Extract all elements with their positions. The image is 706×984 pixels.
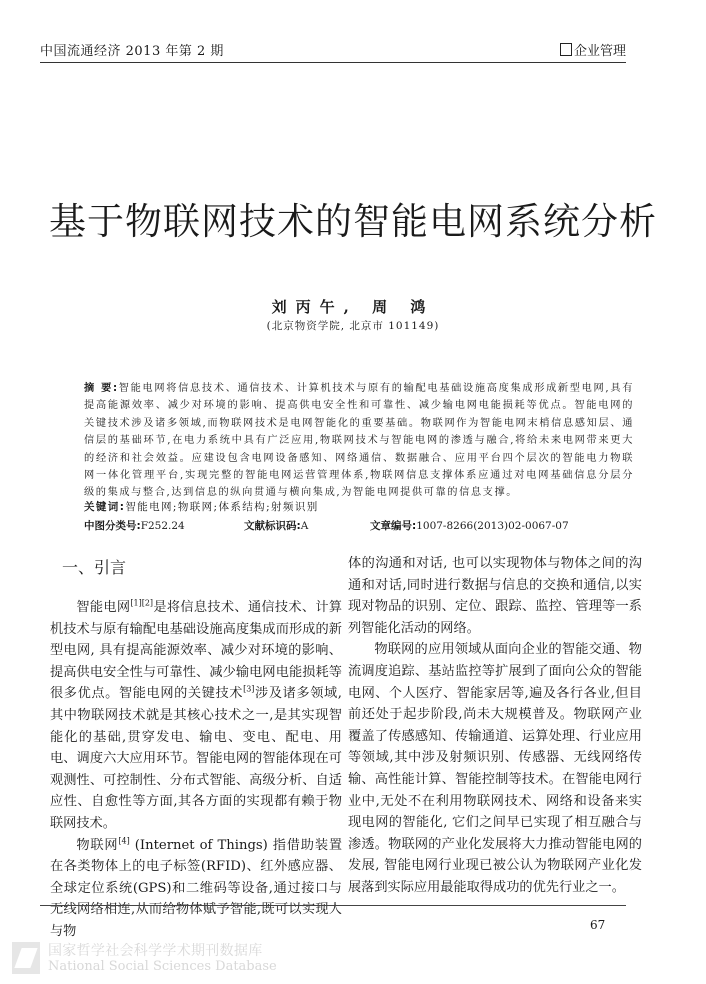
- body-column-left: [50, 597, 342, 943]
- document-code: [244, 518, 308, 533]
- database-logo-icon: [12, 942, 40, 974]
- footer-rule: [40, 905, 626, 906]
- paragraph: 物联网的应用领域从面向企业的智能交通、物流调度追踪、基站监控等扩展到了面向公众的智能电网、个人医疗、智能家居等,遍及各行各业,但目前还处于起步阶段,尚未大规模普及。物联网产业覆盖了传感感知、传输通道、运算处理、行业应用等领域,其中涉及射频识别、传感器、无线网络传输、高性能计算、智能控制等技术。在智能电网行业中,无处不在利用物联网技术、网络和设备来实现电网的智能化, 它们之间早已实现了相互融合与渗透。物联网的产业化发展将大力推动智能电网的发展, 智能电网行业现已被公认为物联网产业化发展落到实际应用最能取得成功的优先行业之一。: [348, 642, 642, 895]
- keywords-label: 关键词:: [84, 501, 126, 513]
- square-box-icon: [560, 43, 572, 56]
- citation: [4]: [118, 836, 130, 846]
- clc-number: [84, 518, 185, 533]
- citation: [3]: [243, 684, 255, 694]
- header-rule: [40, 62, 626, 63]
- keywords-value: 智能电网;物联网;体系结构;射频识别: [125, 501, 319, 513]
- doc-code-label: 文献标识码:: [244, 520, 301, 532]
- text: (Internet of Things) 指借助装置在各类物体上的电子标签(RFID)、红外感应器、全球定位系统(GPS)和二维码等设备,通过接口与无线网络相连,从而给物体赋予智能,既可以实现人与物: [50, 837, 343, 939]
- text: 智能电网: [76, 600, 131, 615]
- journal-issue: 中国流通经济 2013 年第 2 期: [40, 44, 224, 59]
- page-number: 67: [590, 918, 606, 932]
- keywords: [84, 499, 319, 514]
- section-label: [560, 40, 626, 59]
- citation: [1][2]: [130, 598, 154, 608]
- article-no-label: 文章编号:: [370, 520, 417, 532]
- article-title: 基于物联网技术的智能电网系统分析: [49, 199, 657, 243]
- clc-label: 中图分类号:: [84, 520, 141, 532]
- text: 是将信息技术、通信技术、计算机技术与原有输配电基础设施高度集成而形成的新型电网, 具有提高能源效率、减少对环境的影响、提高供电安全性与可靠性、减少输电网电能损耗等很多优点。智能电网的关键技术: [50, 600, 343, 702]
- running-header: [40, 40, 626, 58]
- authors: 刘丙午, 周 鸿: [271, 298, 435, 316]
- article-number: [370, 518, 569, 533]
- text: 物联网: [76, 837, 119, 853]
- database-watermark: [10, 940, 277, 980]
- section-heading: 一、引言: [62, 558, 127, 577]
- abstract-label: 摘 要:: [84, 383, 119, 394]
- paragraph: [50, 835, 342, 943]
- clc-value: F252.24: [140, 520, 185, 532]
- affiliation: (北京物资学院, 北京市 101149): [266, 320, 440, 332]
- abstract: [62, 380, 634, 502]
- article-no-value: 1007-8266(2013)02-0067-07: [416, 520, 569, 532]
- text: 涉及诸多领域,其中物联网技术就是其核心技术之一,是其实现智能化的基础,贯穿发电、输电、变电、配电、用电、调度六大应用环节。智能电网的智能体现在可观测性、可控制性、分布式智能、高级分析、自适应性、自愈性等方面,其各方面的实现都有赖于物联网技术。: [50, 686, 342, 831]
- body-column-right: [348, 553, 642, 899]
- section-name: 企业管理: [573, 44, 626, 59]
- watermark-cn: 国家哲学社会科学学术期刊数据库: [48, 943, 263, 959]
- paragraph: [50, 597, 342, 835]
- doc-code-value: A: [300, 520, 309, 532]
- abstract-text: 智能电网将信息技术、通信技术、计算机技术与原有的输配电基础设施高度集成形成新型电网,具有提高能源效率、减少对环境的影响、提高供电安全性和可靠性、减少输电网电能损耗等优点。智能电网的关键技术涉及诸多领域,而物联网技术是电网智能化的重要基础。物联网作为智能电网末梢信息感知层、通信层的基础环节,在电力系统中具有广泛应用,物联网技术与智能电网的渗透与融合,将给未来电网带来更大的经济和社会效益。应建设包含电网设备感知、网络通信、数据融合、应用平台四个层次的智能电力物联网一体化管理平台,实现完整的智能电网运营管理体系,物联网信息支撑体系应通过对电网基础信息分层分级的集成与整合,达到信息的纵向贯通与横向集成,为智能电网提供可靠的信息支撑。: [84, 383, 634, 499]
- watermark-en: National Social Sciences Database: [48, 959, 277, 974]
- paragraph: 体的沟通和对话, 也可以实现物体与物体之间的沟通和对话,同时进行数据与信息的交换和通信,以实现对物品的识别、定位、跟踪、监控、管理等一系列智能化活动的网络。: [348, 556, 642, 636]
